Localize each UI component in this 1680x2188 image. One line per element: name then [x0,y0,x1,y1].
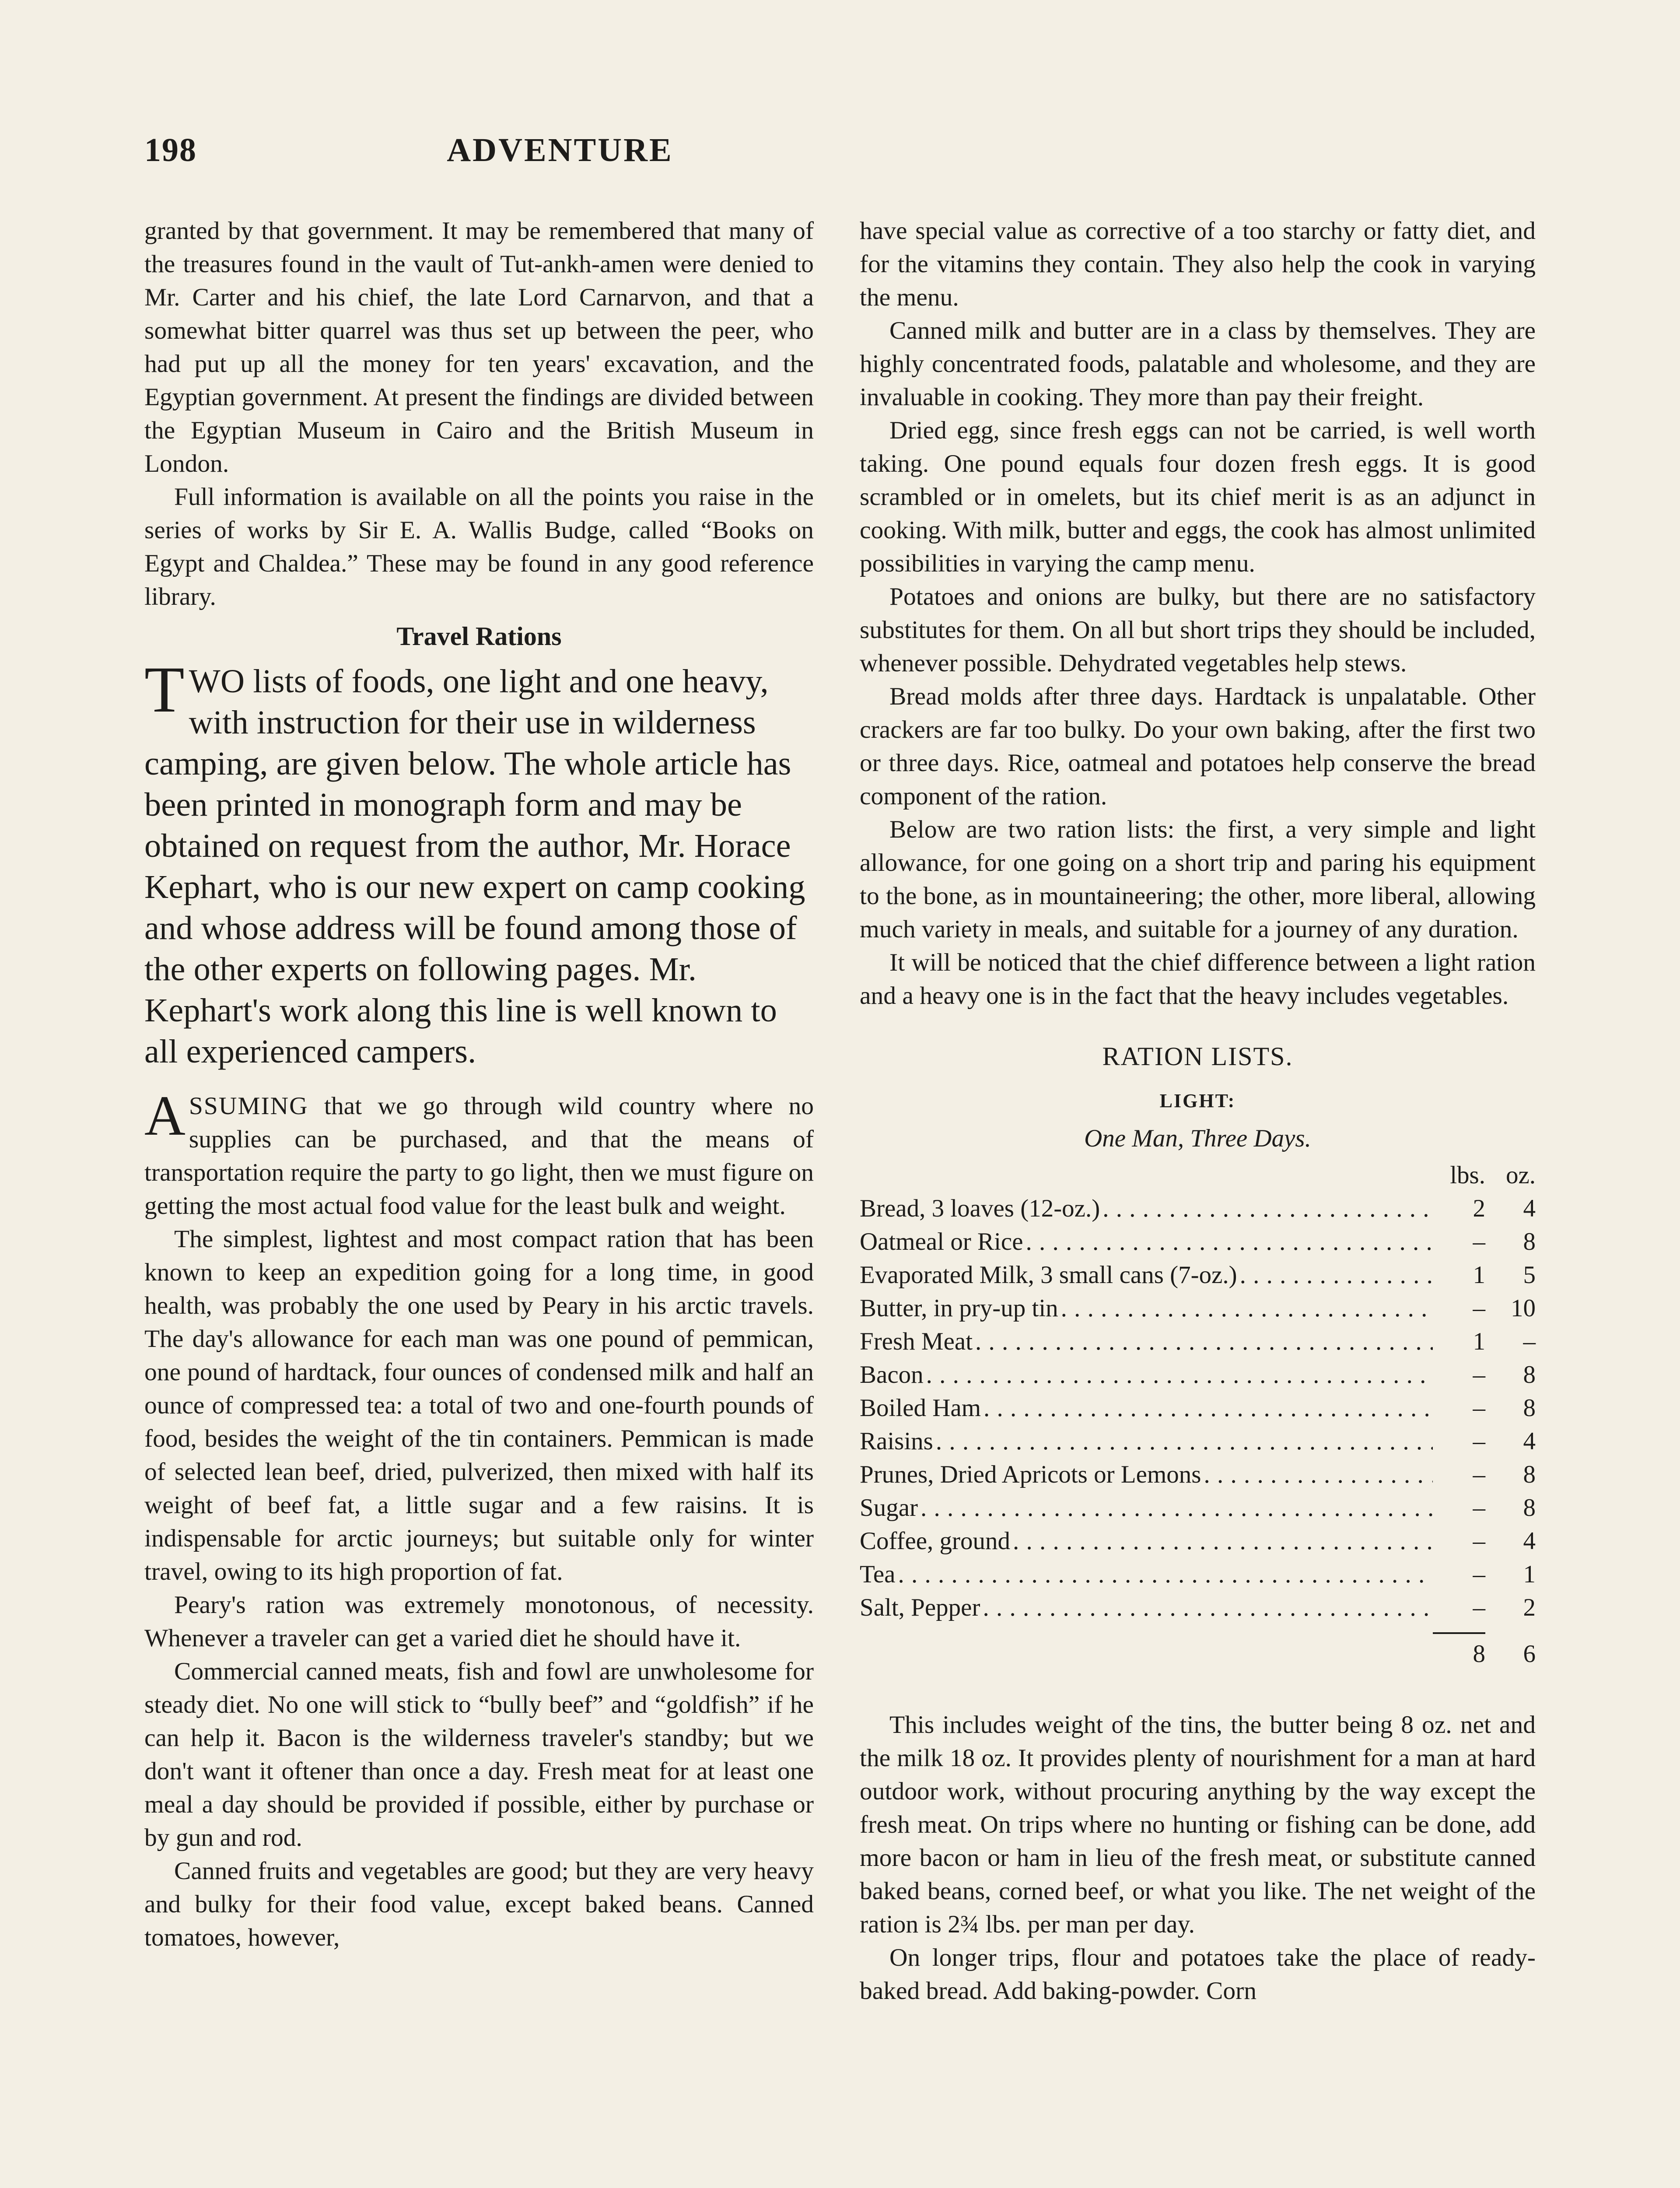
ration-item-lbs: – [1473,1228,1485,1255]
paragraph: It will be noticed that the chief difference between a light ration and a heavy one is in the fact that the heavy includes vegetables. [860,949,1536,1010]
paragraph: Commercial canned meats, fish and fowl are unwholesome for steady diet. No one will stick to “bully beef” and “goldfish” if he can help it. Bacon is the wilderness traveler's standby; but we don't want it oftener than once a day. Fresh meat for at least one meal a day should be provided if possible, either by purchase or by gun and rod. [144,1658,814,1851]
ration-item-name: Bacon [860,1361,926,1389]
table-row [860,1425,1536,1458]
ration-item-cell [860,1591,1433,1624]
table-row [860,1358,1536,1392]
ration-item-oz: 4 [1523,1527,1536,1555]
ration-item-oz: – [1523,1328,1536,1355]
right-column [860,214,1536,2008]
ration-item-name: Fresh Meat [860,1328,975,1355]
ration-item-cell [860,1525,1433,1558]
total-row [860,1637,1536,1671]
ration-item-cell [860,1325,1433,1358]
ration-item-lbs: – [1473,1560,1485,1588]
lead-paragraph [144,653,814,1072]
ration-item-name: Tea [860,1560,898,1588]
section-title: Travel Rations [396,622,562,651]
ration-item-lbs: – [1473,1527,1485,1555]
paragraph: Canned fruits and vegetables are good; but they are very heavy and bulky for their food value, except baked beans. Canned tomatoes, however, [144,1857,814,1951]
lead-word: SSUMING [189,1092,308,1120]
paragraph: Dried egg, since fresh eggs can not be carried, is well worth taking. One pound equals four dozen fresh eggs. It is good scrambled or in omelets, but its chief merit is as an adjunct in cooking. With milk, butter and eggs, the cook has almost unlimited possibilities in varying the camp menu. [860,417,1536,577]
ration-item-name: Salt, Pepper [860,1594,983,1621]
ration-item-cell [860,1225,1433,1259]
ration-item-name: Evaporated Milk, 3 small cans (7-oz.) [860,1261,1240,1289]
paragraph: Peary's ration was extremely monotonous, of necessity. Whenever a traveler can get a varied diet he should have it. [144,1591,814,1652]
ration-item-lbs: – [1473,1294,1485,1322]
ration-item-name: Bread, 3 loaves (12-oz.) [860,1195,1102,1222]
ration-item-oz: 8 [1523,1394,1536,1422]
paragraph [144,1084,814,1223]
table-row [860,1591,1536,1624]
table-row [860,1458,1536,1491]
ration-item-lbs: 1 [1473,1261,1485,1289]
total-rule [1433,1632,1485,1634]
table-row [860,1292,1536,1325]
ration-item-lbs: 2 [1473,1195,1485,1222]
ration-item-oz: 5 [1523,1261,1536,1289]
ration-caption: One Man, Three Days. [1084,1125,1311,1152]
ration-item-oz: 4 [1523,1427,1536,1455]
ration-item-oz: 8 [1523,1461,1536,1488]
ration-item-oz: 8 [1523,1228,1536,1255]
paragraph: Canned milk and butter are in a class by themselves. They are highly concentrated foods, palatable and wholesome, and they are invaluable in cooking. They more than pay their freight. [860,317,1536,411]
paragraph: Below are two ration lists: the first, a very simple and light allowance, for one going on a short trip and paring his equipment to the bone, as in mountaineering; the other, more liberal, allowing much variety in meals, and suitable for a journey of any duration. [860,816,1536,943]
paragraph: Bread molds after three days. Hardtack is unpalatable. Other crackers are far too bulky. Do your own baking, after the first two or three days. Rice, oatmeal and potatoes help conserve the bread component of the ration. [860,683,1536,810]
ration-subtitle: LIGHT: [1159,1090,1236,1112]
ration-item-oz: 8 [1523,1494,1536,1522]
left-column [144,214,814,1954]
table-row [860,1259,1536,1292]
ration-item-lbs: – [1473,1461,1485,1488]
ration-item-cell [860,1192,1433,1225]
page-header [144,131,976,179]
ration-item-lbs: – [1473,1394,1485,1422]
total-oz: 6 [1523,1640,1536,1668]
ration-item-cell [860,1491,1433,1525]
table-row [860,1525,1536,1558]
paragraph: Full information is available on all the points you raise in the series of works by Sir E. A. Wallis Budge, called “Books on Egypt and Chaldea.” These may be found in any good reference library. [144,483,814,610]
paragraph: have special value as corrective of a too starchy or fatty diet, and for the vitamins they contain. They also help the cook in varying the menu. [860,217,1536,311]
table-row [860,1491,1536,1525]
ration-item-name: Sugar [860,1494,920,1522]
ration-item-name: Butter, in pry-up tin [860,1294,1061,1322]
ration-item-name: Raisins [860,1427,936,1455]
ration-item-cell [860,1358,1433,1392]
ration-item-lbs: – [1473,1494,1485,1522]
ration-table [860,1192,1536,1624]
ration-item-oz: 10 [1511,1294,1536,1322]
lead-text: WO lists of foods, one light and one heavy, with instruction for their use in wilderness camping, are given below. The whole article has been printed in monograph form and may be obtained on request from the author, Mr. Horace Kephart, who is our new expert on camp cooking and whose address will be found among those of the other experts on following pages. Mr. Kephart's work along this line is well known to all experienced campers. [144,663,805,1070]
ration-item-name: Prunes, Dried Apricots or Lemons [860,1461,1204,1488]
running-head: ADVENTURE [447,132,673,168]
paragraph: The simplest, lightest and most compact ration that has been known to keep an expedition going for a long time, in good health, was probably the one used by Peary in his arctic travels. The day's allowance for each man was one pound of pemmican, one pound of hardtack, four ounces of condensed milk and half an ounce of compressed tea: a total of two and one-fourth pounds of food, besides the weight of the tin containers. Pemmican is made of selected lean beef, dried, pulverized, then mixed with half its weight of beef fat, a little sugar and a few raisins. It is indispensable for arctic journeys; but suitable only for winter travel, owing to its high proportion of fat. [144,1225,814,1585]
ration-lists-title: RATION LISTS. [1102,1042,1293,1071]
table-row [860,1225,1536,1259]
ration-item-lbs: 1 [1473,1328,1485,1355]
ration-item-lbs: – [1473,1361,1485,1389]
table-row [860,1392,1536,1425]
page-number: 198 [144,132,197,168]
ration-item-name: Boiled Ham [860,1394,984,1422]
ration-item-name: Oatmeal or Rice [860,1228,1026,1255]
ration-item-cell [860,1259,1433,1292]
ration-item-lbs: – [1473,1594,1485,1621]
table-row [860,1325,1536,1358]
drop-cap: A [144,1084,186,1147]
ration-item-oz: 4 [1523,1195,1536,1222]
ration-item-oz: 2 [1523,1594,1536,1621]
ration-item-oz: 1 [1523,1560,1536,1588]
paragraph: This includes weight of the tins, the butter being 8 oz. net and the milk 18 oz. It provides plenty of nourishment for a man at hard outdoor work, without procuring anything by the way except the fresh meat. On trips where no hunting or fishing can be done, add more bacon or ham in lieu of the fresh meat, or substitute canned baked beans, corned beef, or what you like. The net weight of the ration is 2¾ lbs. per man per day. [860,1711,1536,1938]
ration-item-lbs: – [1473,1427,1485,1455]
paragraph: On longer trips, flour and potatoes take the place of ready-baked bread. Add baking-powder. Corn [860,1944,1536,2005]
table-row [860,1558,1536,1591]
unit-lbs: lbs. [1450,1161,1485,1189]
paragraph-text: that we go through wild country where no supplies can be purchased, and that the means of transportation require the party to go light, then we must figure on getting the most actual food value for the least bulk and weight. [144,1092,814,1220]
paragraph: granted by that government. It may be remembered that many of the treasures found in the vault of Tut-ankh-amen were denied to Mr. Carter and his chief, the late Lord Carnarvon, and that a somewhat bitter quarrel was thus set up between the peer, who had put up all the money for ten years' excavation, and the Egyptian government. At present the findings are divided between the Egyptian Museum in Cairo and the British Museum in London. [144,217,814,477]
drop-cap: T [144,653,185,726]
unit-header [860,1159,1536,1192]
ration-item-cell [860,1292,1433,1325]
ration-item-cell [860,1458,1433,1491]
total-lbs: 8 [1473,1640,1485,1668]
paragraph: Potatoes and onions are bulky, but there are no satisfactory substitutes for them. On all but short trips they should be included, whenever possible. Dehydrated vegetables help stews. [860,583,1536,677]
ration-item-oz: 8 [1523,1361,1536,1389]
ration-item-cell [860,1558,1433,1591]
table-row [860,1192,1536,1225]
ration-item-cell [860,1392,1433,1425]
ration-item-cell [860,1425,1433,1458]
unit-oz: oz. [1505,1161,1536,1189]
ration-item-name: Coffee, ground [860,1527,1013,1555]
